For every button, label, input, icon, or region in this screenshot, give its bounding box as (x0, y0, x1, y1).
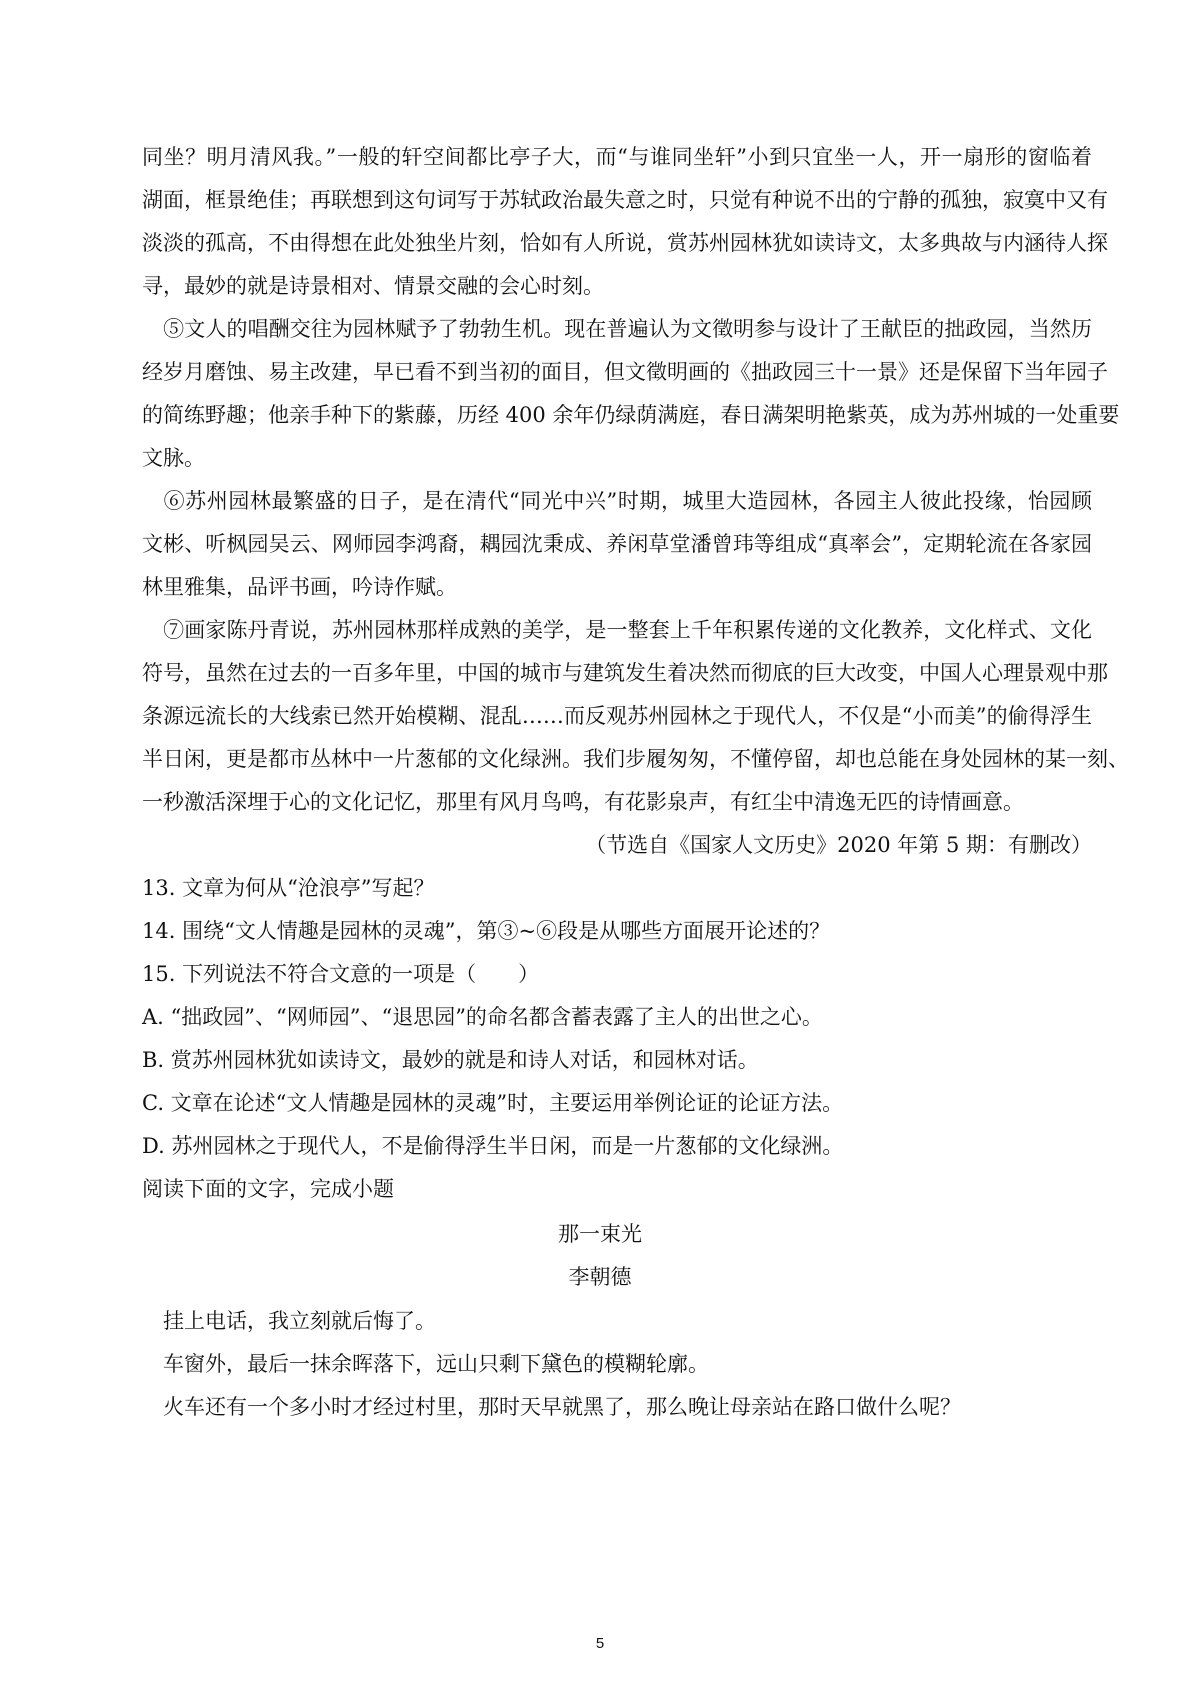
story-paragraph: 挂上电话，我立刻就后悔了。 (142, 1309, 436, 1333)
story-title: 那一束光 (558, 1222, 642, 1246)
body-line: 文彬、听枫园吴云、网师园李鸿裔，耦园沈秉成、养闲草堂潘曾玮等组成“真率会”，定期轮流在各家园 (142, 532, 1092, 556)
option-d: D. 苏州园林之于现代人，不是偷得浮生半日闲，而是一片葱郁的文化绿洲。 (142, 1134, 844, 1158)
body-line: 同坐？明月清风我。”一般的轩空间都比亭子大，而“与谁同坐轩”小到只宜坐一人，开一扇形的窗临着 (142, 145, 1092, 169)
paragraph-7-line: ⑦画家陈丹青说，苏州园林那样成熟的美学，是一整套上千年积累传递的文化教养，文化样式、文化 (142, 618, 1092, 642)
option-c: C. 文章在论述“文人情趣是园林的灵魂”时，主要运用举例论证的论证方法。 (142, 1091, 844, 1115)
body-line: 经岁月磨蚀、易主改建，早已看不到当初的面目，但文徵明画的《拙政园三十一景》还是保留下当年园子 (142, 360, 1108, 384)
question-13: 13. 文章为何从“沧浪亭”写起？ (142, 876, 435, 900)
body-line: 寻，最妙的就是诗景相对、情景交融的会心时刻。 (142, 274, 604, 298)
question-15: 15. 下列说法不符合文意的一项是（ ） (142, 962, 540, 986)
body-line: 条源远流长的大线索已然开始模糊、混乱……而反观苏州园林之于现代人，不仅是“小而美”的偷得浮生 (142, 704, 1092, 728)
option-a: A. “拙政园”、“网师园”、“退思园”的命名都含蓄表露了主人的出世之心。 (142, 1005, 823, 1029)
story-author: 李朝德 (568, 1265, 632, 1289)
body-line: 林里雅集，品评书画，吟诗作赋。 (142, 575, 457, 599)
question-14: 14. 围绕“文人情趣是园林的灵魂”，第③~⑥段是从哪些方面展开论述的？ (142, 919, 831, 943)
body-line: 符号，虽然在过去的一百多年里，中国的城市与建筑发生着决然而彻底的巨大改变，中国人心理景观中那 (142, 661, 1108, 685)
body-line: 淡淡的孤高，不由得想在此处独坐片刻，恰如有人所说，赏苏州园林犹如读诗文，太多典故与内涵待人探 (142, 231, 1108, 255)
body-line: 湖面，框景绝佳；再联想到这句词写于苏轼政治最失意之时，只觉有种说不出的宁静的孤独，寂寞中又有 (142, 188, 1108, 212)
body-line: 半日闲，更是都市丛林中一片葱郁的文化绿洲。我们步履匆匆，不懂停留，却也总能在身处园林的某一刻、 (142, 747, 1129, 771)
body-line: 的简练野趣；他亲手种下的紫藤，历经 400 余年仍绿荫满庭，春日满架明艳紫英，成为苏州城的一处重要 (142, 403, 1120, 427)
paragraph-5-line: ⑤文人的唱酬交往为园林赋予了勃勃生机。现在普遍认为文徵明参与设计了王献臣的拙政园，当然历 (142, 317, 1092, 341)
reading-instruction: 阅读下面的文字，完成小题 (142, 1177, 394, 1201)
source-citation: （节选自《国家人文历史》2020 年第 5 期：有删改） (585, 833, 1092, 857)
option-b: B. 赏苏州园林犹如读诗文，最妙的就是和诗人对话，和园林对话。 (142, 1048, 759, 1072)
story-paragraph: 车窗外，最后一抹余晖落下，远山只剩下黛色的模糊轮廓。 (142, 1352, 709, 1376)
body-line: 一秒激活深埋于心的文化记忆，那里有风月鸟鸣，有花影泉声，有红尘中清逸无匹的诗情画意。 (142, 790, 1024, 814)
page-number: 5 (595, 1635, 605, 1652)
story-paragraph: 火车还有一个多小时才经过村里，那时天早就黑了，那么晚让母亲站在路口做什么呢？ (142, 1395, 961, 1419)
body-line: 文脉。 (142, 446, 205, 470)
paragraph-6-line: ⑥苏州园林最繁盛的日子，是在清代“同光中兴”时期，城里大造园林，各园主人彼此投缘，怡园顾 (142, 489, 1092, 513)
